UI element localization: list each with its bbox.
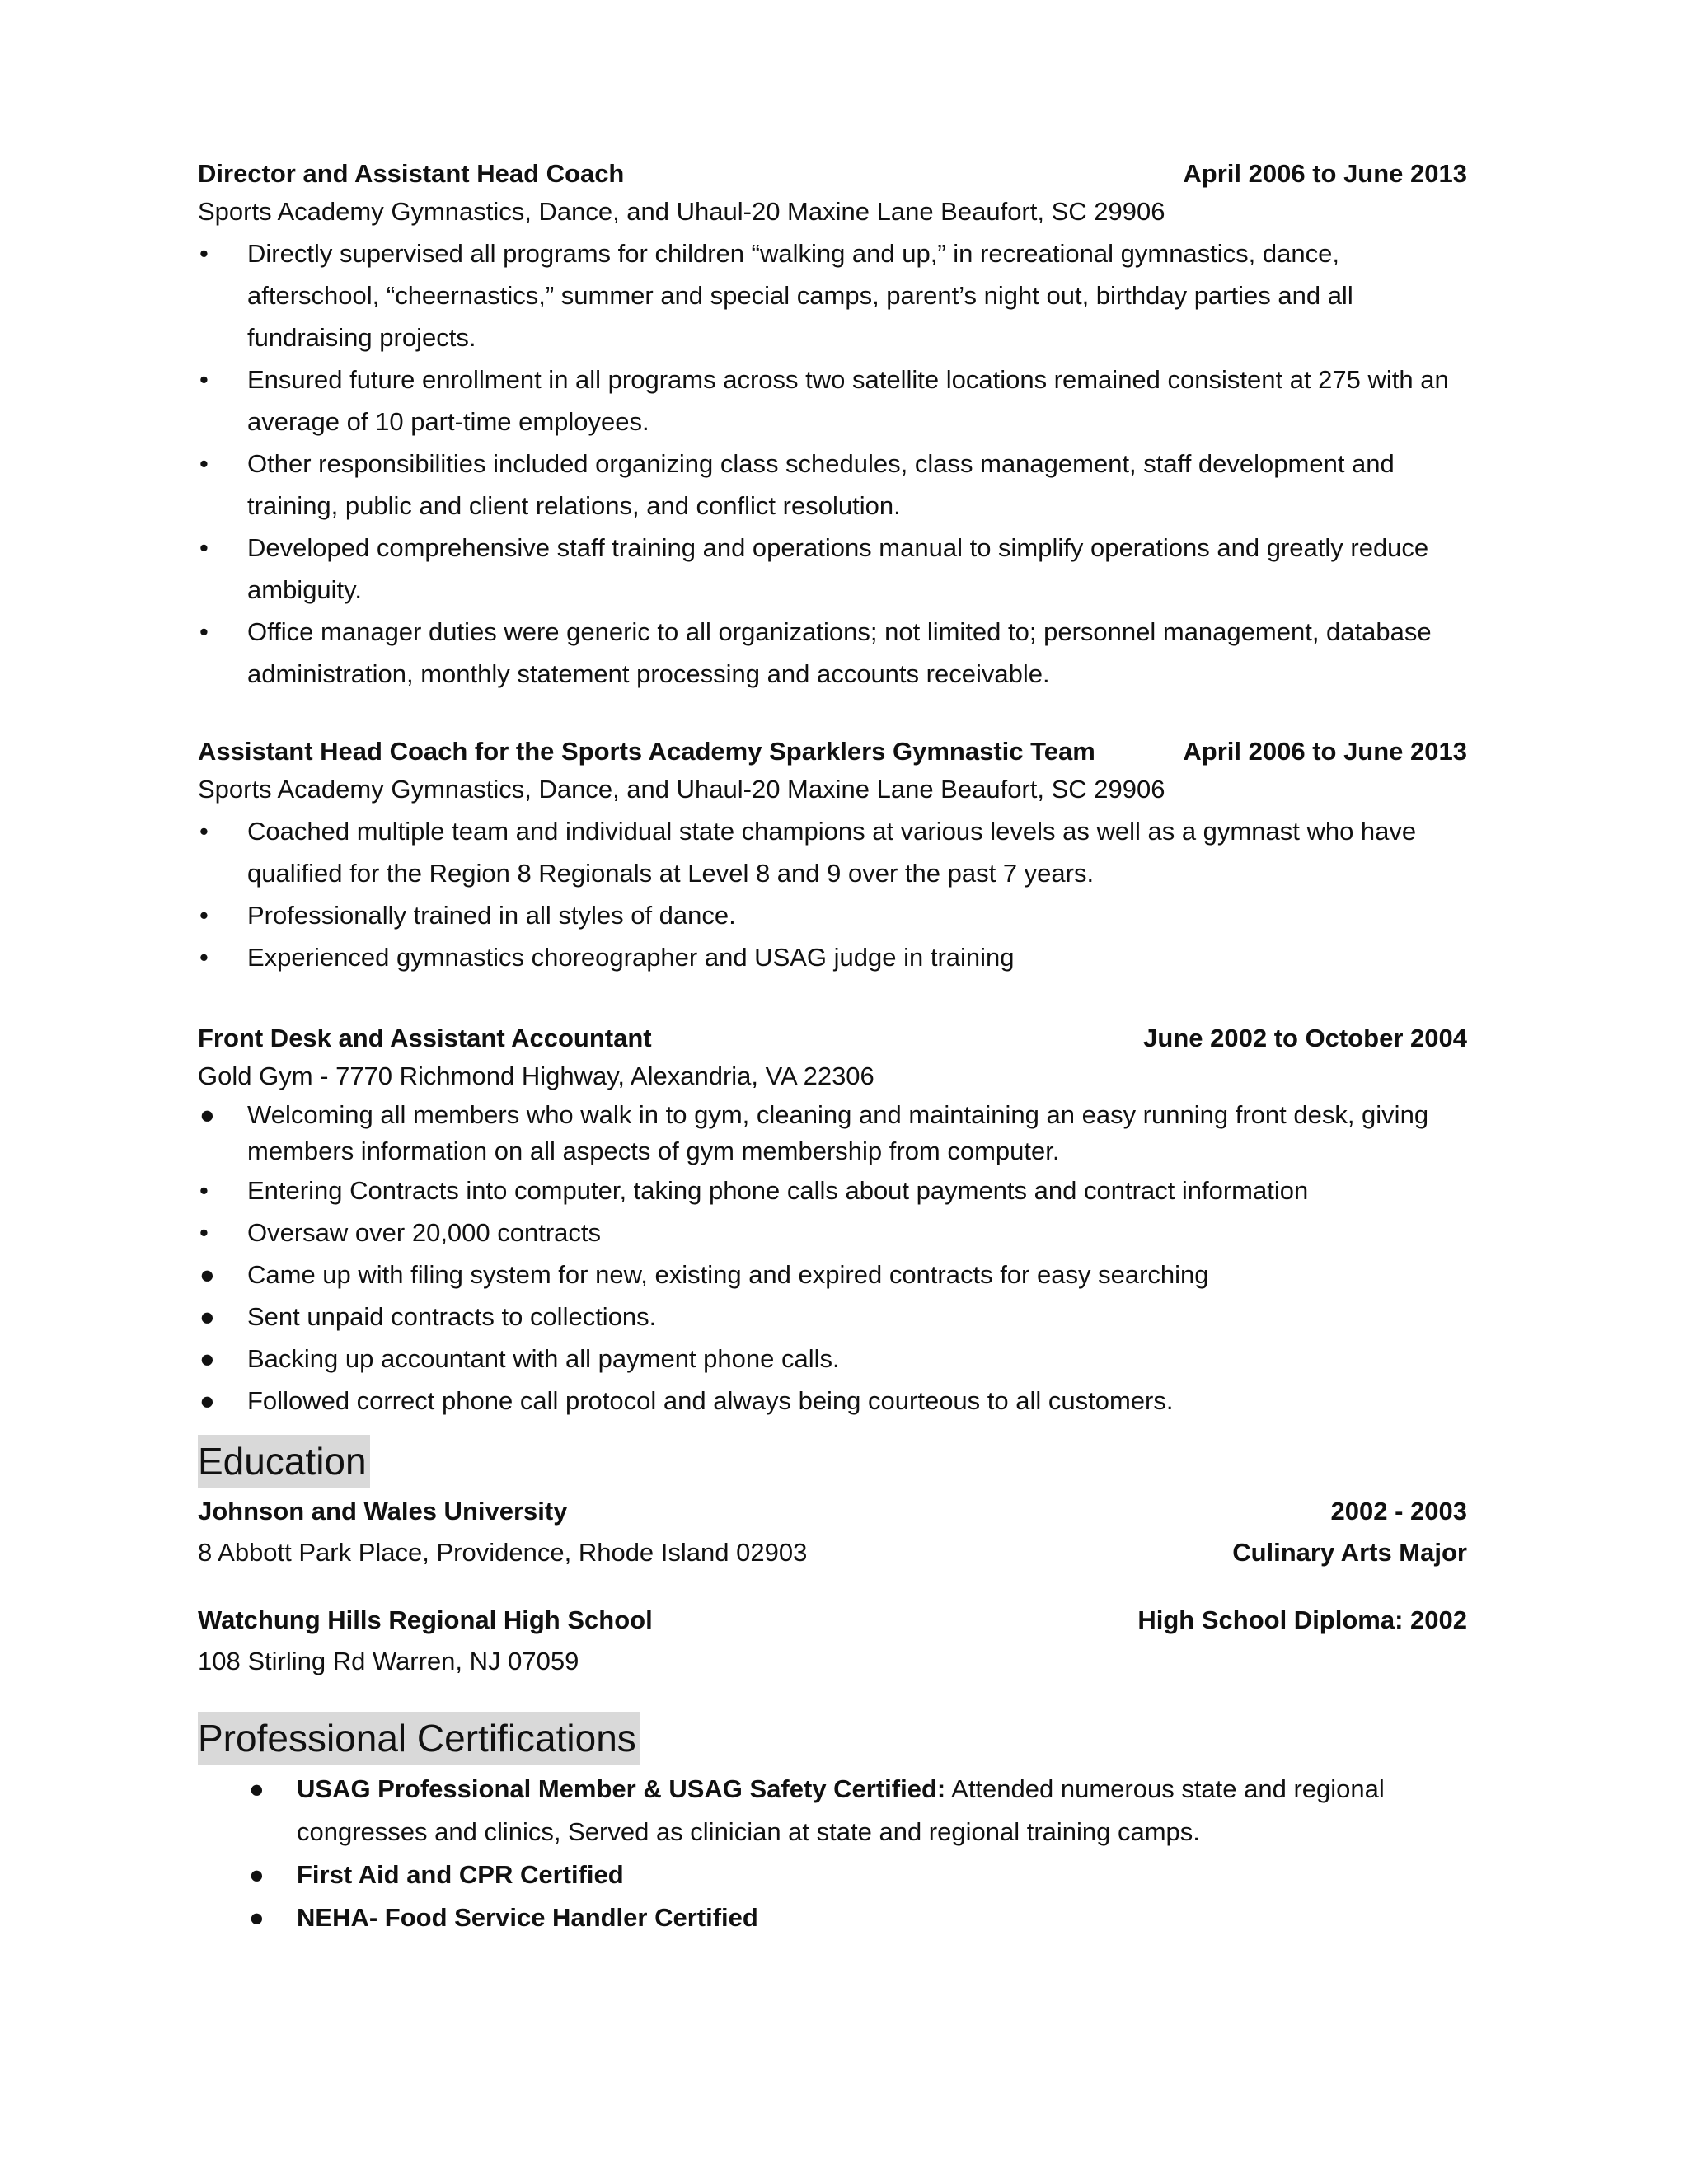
list-item: • Office manager duties were generic to all organizations; not limited to; personnel management, database administration, monthly statement processing and accounts receivable. [198,611,1467,695]
bullet-icon: ● [199,1302,215,1331]
bullet-icon: ● [199,1260,215,1289]
bullet-icon: • [199,817,209,846]
job-organization: Gold Gym - 7770 Richmond Highway, Alexandria, VA 22306 [198,1062,874,1090]
job-bullets [198,810,1467,978]
job-entry [198,734,1467,978]
section-heading-certifications: Professional Certifications [198,1712,640,1765]
bullet-icon: ● [249,1860,265,1889]
bullet-icon: ● [249,1774,265,1803]
list-item: ● Sent unpaid contracts to collections. [198,1296,1467,1338]
job-header [198,1021,1467,1056]
school-address: 108 Stirling Rd Warren, NJ 07059 [198,1647,579,1675]
bullet-icon: • [199,943,209,972]
certification-list [198,1768,1467,1939]
school-name: Watchung Hills Regional High School [198,1605,653,1634]
list-item: ● Welcoming all members who walk in to gym, cleaning and maintaining an easy running front desk, giving members information on all aspects of gym membership from computer. [198,1097,1467,1169]
education-section [198,1435,1467,1682]
bullet-icon: ● [249,1903,265,1932]
bullet-icon: ● [199,1100,215,1129]
list-item: • Directly supervised all programs for children “walking and up,” in recreational gymnastics, dance, afterschool, “cheernastics,” summer and special camps, parent’s night out, birthday parties and all fundraising projects. [198,232,1467,359]
list-item: • Professionally trained in all styles of dance. [198,894,1467,936]
job-entry [198,157,1467,695]
school-header [198,1491,1467,1532]
school-details [198,1532,1467,1573]
list-item: ● USAG Professional Member & USAG Safety Certified: Attended numerous state and regional congresses and clinics, Served as clinician at state and regional training camps. [247,1768,1467,1854]
list-item: • Ensured future enrollment in all programs across two satellite locations remained consistent at 275 with an average of 10 part-time employees. [198,359,1467,443]
list-item: ● NEHA- Food Service Handler Certified [247,1896,1467,1939]
job-title: Front Desk and Assistant Accountant [198,1024,652,1052]
list-item: ● Came up with filing system for new, existing and expired contracts for easy searching [198,1254,1467,1296]
school-dates: 2002 - 2003 [1330,1497,1467,1526]
school-diploma: High School Diploma: 2002 [1137,1605,1467,1634]
bullet-icon: • [199,1218,209,1247]
school-name: Johnson and Wales University [198,1497,568,1526]
section-heading-education: Education [198,1435,370,1488]
list-item: ● First Aid and CPR Certified [247,1854,1467,1896]
bullet-icon: ● [199,1344,215,1373]
school-major: Culinary Arts Major [1232,1538,1467,1567]
school-details [198,1641,1467,1682]
job-dates: June 2002 to October 2004 [1143,1024,1467,1052]
list-item: ● Followed correct phone call protocol and always being courteous to all customers. [198,1380,1467,1422]
bullet-icon: • [199,365,209,394]
certifications-section [198,1712,1467,1939]
bullet-icon: • [199,1176,209,1205]
bullet-icon: • [199,533,209,562]
bullet-icon: • [199,449,209,478]
job-entry [198,1021,1467,1422]
job-title: Director and Assistant Head Coach [198,159,625,188]
job-bullets [198,232,1467,695]
school-address: 8 Abbott Park Place, Providence, Rhode Island 02903 [198,1538,808,1567]
bullet-icon: ● [199,1386,215,1415]
bullet-icon: • [199,901,209,930]
list-item: • Oversaw over 20,000 contracts [198,1212,1467,1254]
list-item: • Experienced gymnastics choreographer and USAG judge in training [198,936,1467,978]
school-header [198,1600,1467,1641]
job-bullets [198,1097,1467,1422]
job-organization: Sports Academy Gymnastics, Dance, and Uhaul-20 Maxine Lane Beaufort, SC 29906 [198,197,1165,226]
list-item: • Coached multiple team and individual state champions at various levels as well as a gymnast who have qualified for the Region 8 Regionals at Level 8 and 9 over the past 7 years. [198,810,1467,894]
bullet-icon: • [199,617,209,646]
job-header [198,157,1467,191]
list-item: • Other responsibilities included organizing class schedules, class management, staff development and training, public and client relations, and conflict resolution. [198,443,1467,527]
list-item: ● Backing up accountant with all payment phone calls. [198,1338,1467,1380]
list-item: • Developed comprehensive staff training and operations manual to simplify operations and greatly reduce ambiguity. [198,527,1467,611]
job-header [198,734,1467,769]
list-item: • Entering Contracts into computer, taking phone calls about payments and contract information [198,1169,1467,1212]
job-title: Assistant Head Coach for the Sports Academy Sparklers Gymnastic Team [198,737,1095,766]
job-dates: April 2006 to June 2013 [1183,737,1467,766]
job-dates: April 2006 to June 2013 [1183,159,1467,188]
job-organization: Sports Academy Gymnastics, Dance, and Uhaul-20 Maxine Lane Beaufort, SC 29906 [198,775,1165,804]
resume-page [198,157,1467,1939]
bullet-icon: • [199,239,209,268]
